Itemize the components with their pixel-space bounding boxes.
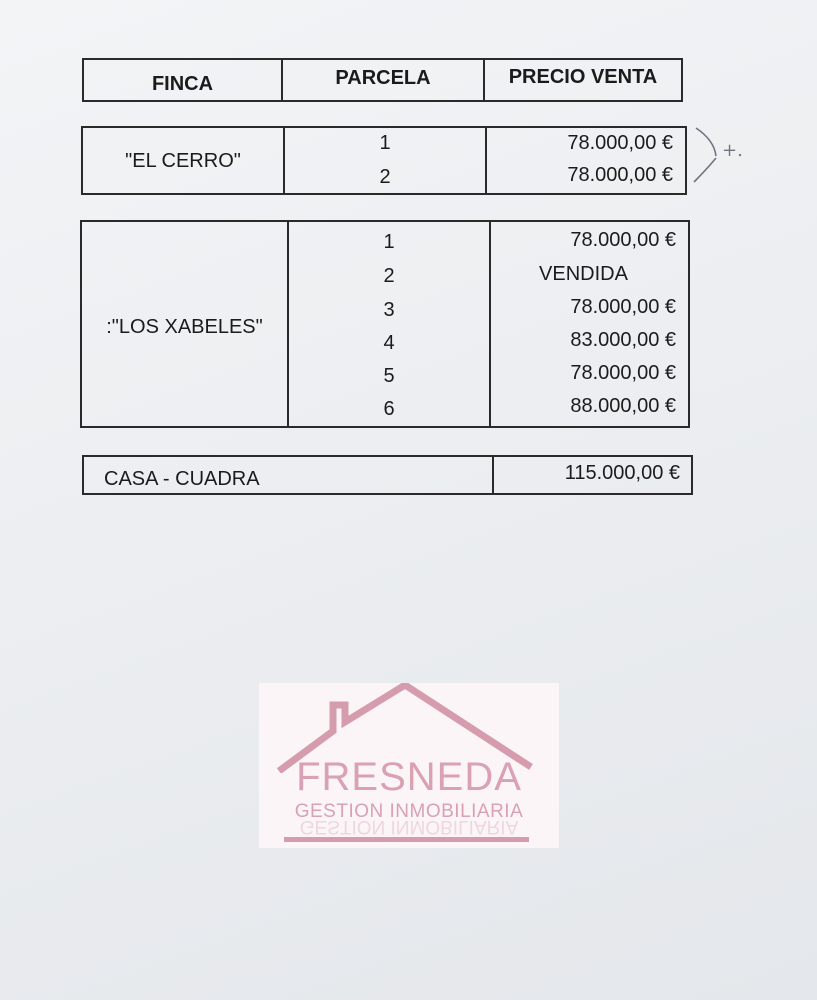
- parcela-number: 6: [383, 398, 395, 420]
- casa-cuadra-table: [82, 455, 693, 495]
- parcela-number: 2: [383, 265, 395, 287]
- precio-value: 78.000,00 €: [570, 362, 676, 384]
- precio-value: 78.000,00 €: [570, 229, 676, 251]
- parcela-number: 3: [383, 299, 395, 321]
- precio-value: 83.000,00 €: [570, 329, 676, 351]
- handwritten-plus-note: +.: [722, 140, 743, 161]
- logo-subtitle-reflection: GESTION INMOBILIARIA: [299, 816, 519, 837]
- finca-name-los-xabeles: :"LOS XABELES": [106, 316, 263, 338]
- parcela-number: 5: [383, 365, 395, 387]
- precio-value: 88.000,00 €: [570, 395, 676, 417]
- precio-value: 78.000,00 €: [570, 296, 676, 318]
- el-cerro-table: [81, 126, 687, 195]
- logo-subtitle: GESTION INMOBILIARIA: [294, 801, 524, 822]
- header-precio-venta: PRECIO VENTA: [508, 66, 658, 88]
- parcela-number: 1: [379, 132, 391, 154]
- logo-underline-bar: [284, 837, 529, 842]
- casa-cuadra-label: CASA - CUADRA: [104, 468, 260, 490]
- casa-cuadra-precio: 115.000,00 €: [564, 462, 680, 484]
- logo-name: FRESNEDA: [296, 755, 522, 799]
- header-parcela: PARCELA: [335, 67, 431, 89]
- finca-name-el-cerro: "EL CERRO": [125, 150, 241, 172]
- los-xabeles-table: [80, 220, 690, 428]
- header-finca: FINCA: [151, 73, 214, 95]
- fresneda-logo: [259, 683, 559, 848]
- precio-value: 78.000,00 €: [567, 132, 673, 154]
- precio-value: 78.000,00 €: [567, 164, 673, 186]
- parcela-number: 4: [383, 332, 395, 354]
- parcela-number: 2: [379, 166, 391, 188]
- precio-vendida: VENDIDA: [539, 263, 628, 285]
- parcela-number: 1: [383, 231, 395, 253]
- header-table: [82, 58, 683, 102]
